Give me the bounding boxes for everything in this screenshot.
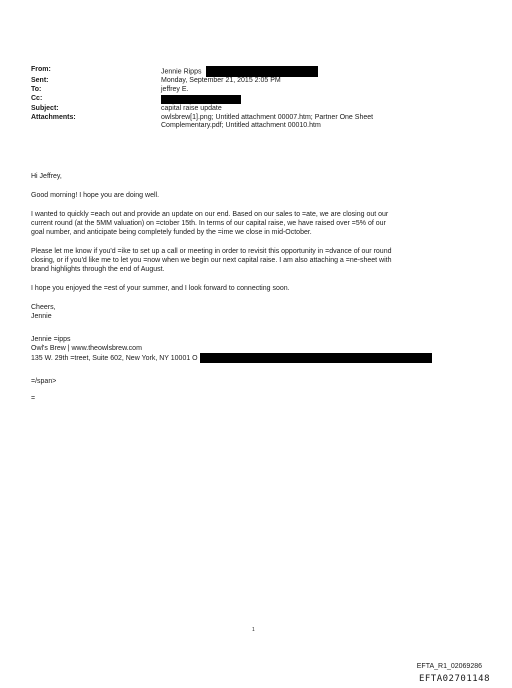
equals-text: = (31, 395, 36, 402)
bates-number: EFTA_R1_02069286 (416, 663, 482, 670)
to-value: jeffrey E. (161, 85, 189, 93)
span-tag-text: =/span> (31, 378, 57, 385)
email-body (31, 172, 481, 413)
cc-row (31, 95, 481, 105)
paragraph-line: brand highlights through the end of August. (31, 266, 165, 273)
from-value: Jennie Ripps (161, 68, 202, 76)
attachments-line: owlsbrew[1].png; Untitled attachment 00007.htm; Partner One Sheet (161, 113, 374, 121)
subject-label: Subject: (31, 104, 59, 112)
closing (31, 303, 481, 321)
redaction-bar (206, 66, 318, 77)
signature-address: 135 W. 29th =treet, Suite 602, New York, NY 10001 O (31, 353, 481, 363)
greeting: Hi Jeffrey, (31, 173, 62, 180)
from-label: From: (31, 66, 51, 73)
paragraph-line: I wanted to quickly =each out and provide an update on our end. Based on our sales to =ate, we are closing out our (31, 211, 389, 218)
closing-line: Cheers, (31, 304, 56, 311)
sent-label: Sent: (31, 77, 49, 85)
redaction-bar (161, 95, 241, 104)
to-row (31, 86, 481, 95)
to-label: To: (31, 85, 42, 93)
paragraph (31, 210, 481, 237)
subject-value: capital raise update (161, 104, 222, 112)
sent-value: Monday, September 21, 2015 2:05 PM (161, 77, 281, 85)
paragraph-line: closing, or if you'd like me to let you =now when we begin our next capital raise. I am also attaching a =ne-sheet with (31, 257, 392, 264)
attachments-row (31, 114, 481, 132)
from-row (31, 66, 481, 77)
signature (31, 335, 481, 363)
paragraph (31, 247, 481, 274)
email-header (31, 66, 481, 131)
signature-name: Jennie =ipps (31, 336, 71, 343)
bates-number: EFTA02701148 (418, 674, 490, 684)
signature-company: Owl's Brew | www.theowlsbrew.com (31, 345, 142, 352)
paragraph-line: current round (at the 5MM valuation) on =ctober 15th. In terms of our capital raise, we have raised over =5% of our (31, 220, 386, 227)
redaction-bar (200, 353, 432, 363)
paragraph-line: goal number, and anticipate being completely funded by the =ime we close in mid-October. (31, 229, 312, 236)
page-number: 1 (252, 627, 255, 633)
cc-label: Cc: (31, 94, 43, 102)
paragraph: Good morning! I hope you are doing well. (31, 192, 160, 199)
paragraph-line: Please let me know if you'd =ike to set up a call or meeting in order to revisit this opportunity in =dvance of our round (31, 248, 392, 255)
closing-line: Jennie (31, 313, 52, 320)
attachments-label: Attachments: (31, 113, 76, 121)
subject-row (31, 105, 481, 114)
sent-row (31, 77, 481, 86)
attachments-line: Complementary.pdf; Untitled attachment 00010.htm (161, 122, 321, 130)
paragraph: I hope you enjoyed the =est of your summer, and I look forward to connecting soon. (31, 285, 290, 292)
